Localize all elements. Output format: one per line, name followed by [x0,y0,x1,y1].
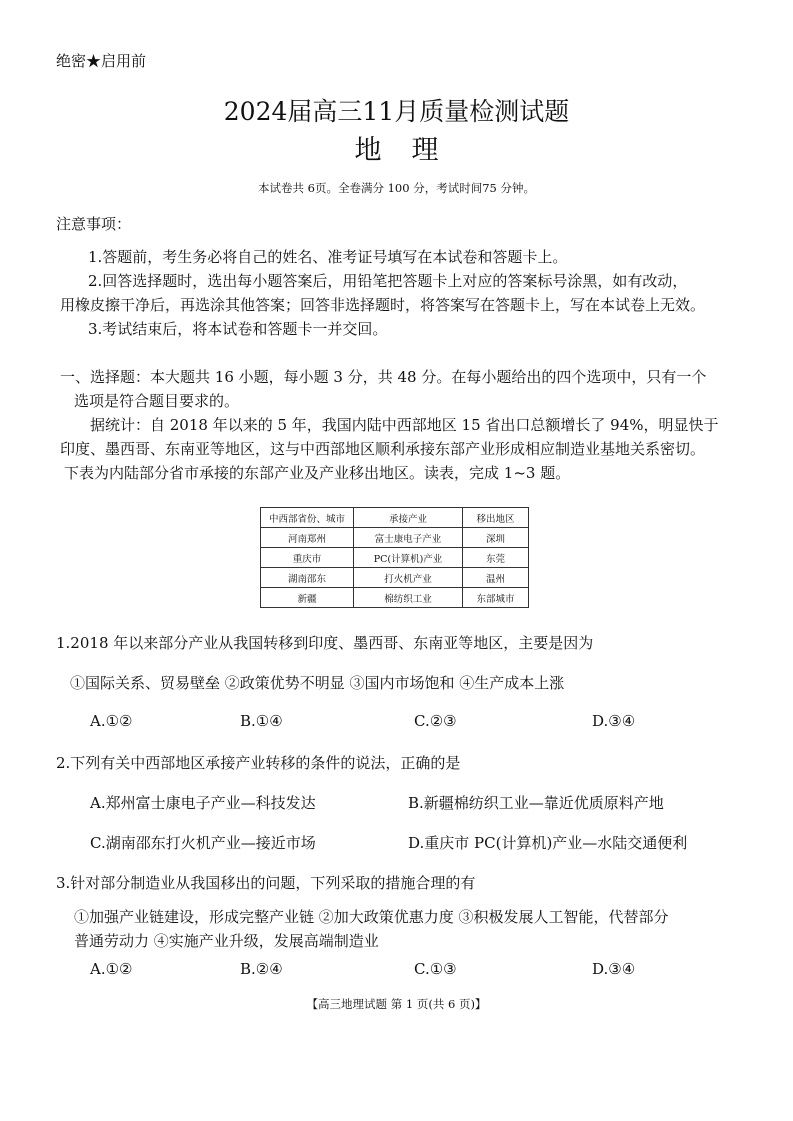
passage-line-2: 印度、墨西哥、东南亚等地区，这与中西部地区顺利承接东部产业形成相应制造业基地关系密切。 [60,440,706,458]
notice-heading: 注意事项： [56,215,132,233]
table-header-cell: 中西部省份、城市 [261,508,354,528]
notice-item-3: 3.考试结束后，将本试卷和答题卡一并交回。 [88,320,388,338]
table-cell: 温州 [463,568,529,588]
notice-item-2-cont: 用橡皮擦干净后，再选涂其他答案；回答非选择题时，将答案写在答题卡上，写在本试卷上无效。 [60,296,706,314]
question-1-option-a[interactable]: A.①② [90,712,133,730]
notice-item-2: 2.回答选择题时，选出每小题答案后，用铅笔把答题卡上对应的答案标号涂黑，如有改动， [88,272,688,290]
question-3-option-c[interactable]: C.①③ [414,960,457,978]
table-cell: 湖南邵东 [261,568,354,588]
question-2-stem: 2.下列有关中西部地区承接产业转移的条件的说法，正确的是 [56,754,461,772]
question-2-option-b[interactable]: B.新疆棉纺织工业—靠近优质原料产地 [408,794,664,812]
question-3-option-d[interactable]: D.③④ [592,960,636,978]
table-header-row [261,508,529,528]
question-2-option-a[interactable]: A.郑州富士康电子产业—科技发达 [90,794,316,812]
subject-title: 地理 [354,135,469,166]
passage-line-3: 下表为内陆部分省市承接的东部产业及产业移出地区。读表，完成 1~3 题。 [64,464,571,482]
table-cell: 深圳 [463,528,529,548]
table-cell: 打火机产业 [354,568,463,588]
table-cell: 棉纺织工业 [354,588,463,608]
table-cell: PC(计算机)产业 [354,548,463,568]
question-3-option-b[interactable]: B.②④ [240,960,283,978]
question-2-option-d[interactable]: D.重庆市 PC(计算机)产业—水陆交通便利 [408,834,688,852]
confidential-label: 绝密★启用前 [56,52,147,70]
table-cell: 重庆市 [261,548,354,568]
section-heading: 一、选择题：本大题共 16 小题，每小题 3 分，共 48 分。在每小题给出的四个选项中，只有一个 [60,368,707,386]
exam-info: 本试卷共 6页。全卷满分 100 分，考试时间75 分钟。 [257,181,536,195]
exam-title: 2024届高三11月质量检测试题 [223,97,570,126]
question-1-option-c[interactable]: C.②③ [414,712,457,730]
question-1-stem: 1.2018 年以来部分产业从我国转移到印度、墨西哥、东南亚等地区，主要是因为 [56,634,594,652]
table-cell: 新疆 [261,588,354,608]
table-row [261,568,529,588]
passage-line-1: 据统计：自 2018 年以来的 5 年，我国内陆中西部地区 15 省出口总额增长了 94%，明显快于 [90,416,719,434]
page-footer: 【高三地理试题 第 1 页(共 6 页)】 [306,997,487,1011]
question-1-option-b[interactable]: B.①④ [240,712,283,730]
question-3-statements: ①加强产业链建设，形成完整产业链 ②加大政策优惠力度 ③积极发展人工智能，代替部分 [74,908,669,926]
table-cell: 东莞 [463,548,529,568]
table-cell: 东部城市 [463,588,529,608]
table-header-cell: 承接产业 [354,508,463,528]
table-row [261,548,529,568]
question-1-option-d[interactable]: D.③④ [592,712,636,730]
table-header-cell: 移出地区 [463,508,529,528]
question-3-option-a[interactable]: A.①② [90,960,133,978]
table-row [261,528,529,548]
notice-item-1: 1.答题前，考生务必将自己的姓名、准考证号填写在本试卷和答题卡上。 [88,248,568,266]
table-cell: 富士康电子产业 [354,528,463,548]
question-3-stem: 3.针对部分制造业从我国移出的问题，下列采取的措施合理的有 [56,874,476,892]
question-3-statements-cont: 普通劳动力 ④实施产业升级，发展高端制造业 [74,932,379,950]
table-row [261,588,529,608]
table-cell: 河南郑州 [261,528,354,548]
question-1-statements: ①国际关系、贸易壁垒 ②政策优势不明显 ③国内市场饱和 ④生产成本上涨 [70,674,565,692]
industry-transfer-table [260,507,529,608]
section-heading-cont: 选项是符合题目要求的。 [74,392,240,410]
question-2-option-c[interactable]: C.湖南邵东打火机产业—接近市场 [90,834,316,852]
